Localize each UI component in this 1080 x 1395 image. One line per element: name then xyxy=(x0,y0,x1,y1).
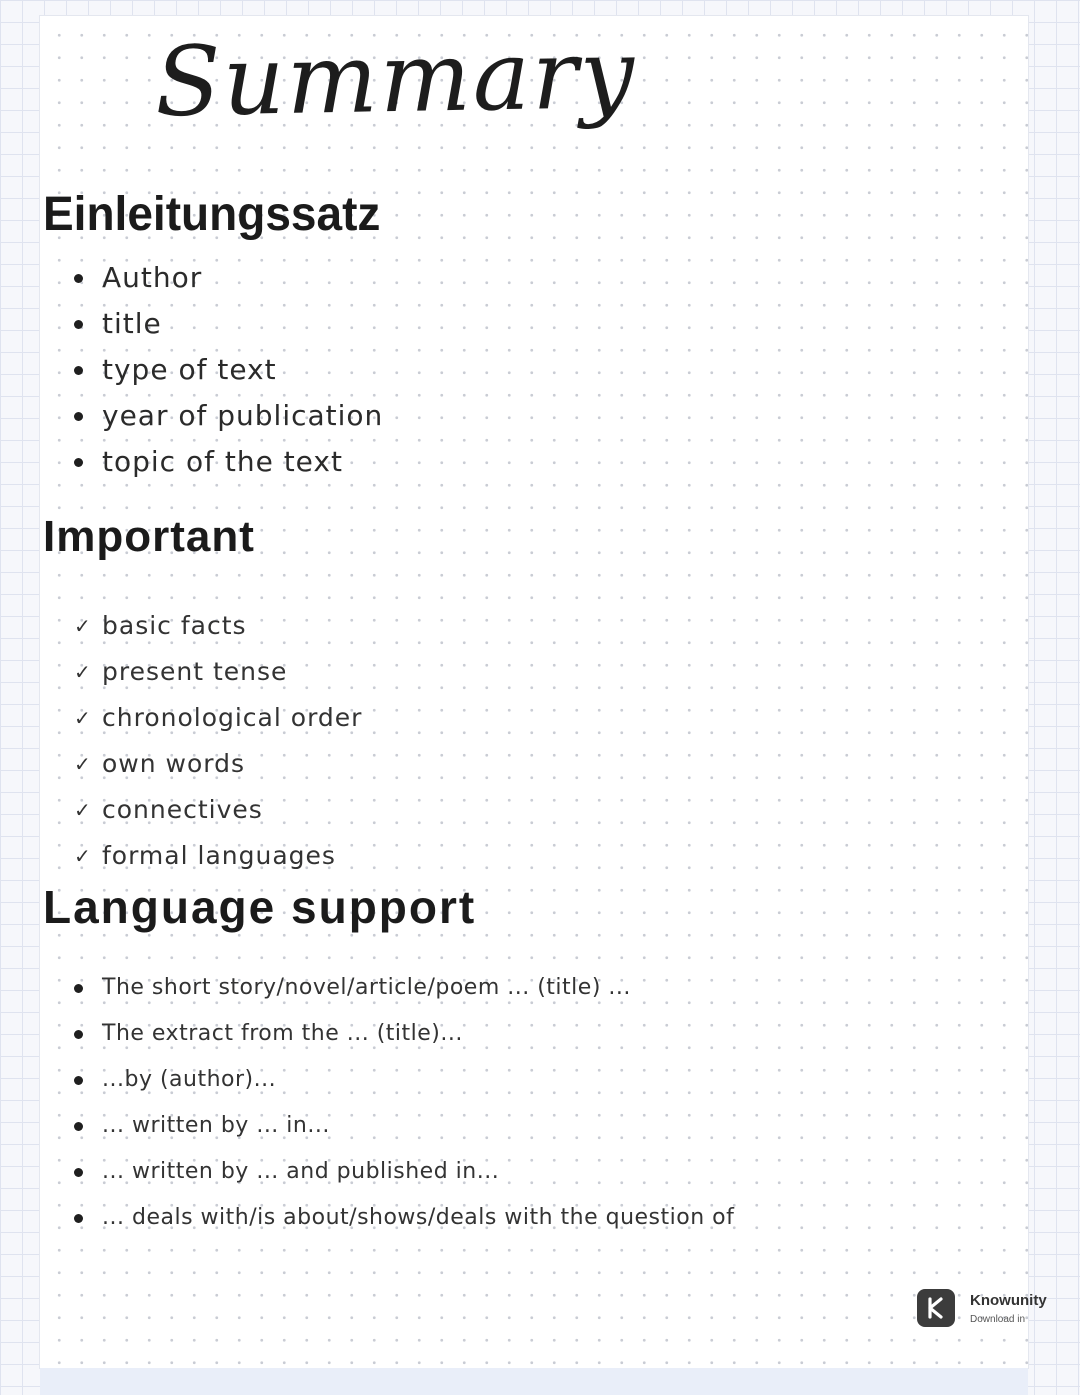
list-item: title xyxy=(72,301,383,347)
list-item-label: present tense xyxy=(102,657,288,686)
check-mark-icon: ✓ xyxy=(74,660,92,684)
list-item xyxy=(72,695,362,741)
language-support-list xyxy=(72,965,734,1241)
check-mark-icon: ✓ xyxy=(74,614,92,638)
list-item xyxy=(72,787,362,833)
page-bottom-strip xyxy=(40,1368,1028,1395)
list-item: year of publication xyxy=(72,393,383,439)
check-mark-icon: ✓ xyxy=(74,706,92,730)
knowunity-logo-icon[interactable] xyxy=(917,1289,955,1327)
list-item xyxy=(72,603,362,649)
list-item-label: own words xyxy=(102,749,246,778)
list-item: ... written by ... and published in... xyxy=(72,1149,734,1195)
list-item xyxy=(72,833,362,879)
list-item xyxy=(72,741,362,787)
k-logo-icon xyxy=(926,1297,946,1319)
list-item-label: connectives xyxy=(102,795,263,824)
list-item-label: formal languages xyxy=(102,841,336,870)
section-heading-einleitungssatz: Einleitungssatz xyxy=(43,185,381,241)
list-item: The short story/novel/article/poem ... (title) ... xyxy=(72,965,734,1011)
check-mark-icon: ✓ xyxy=(74,844,92,868)
page-title: Summary xyxy=(154,17,637,139)
list-item xyxy=(72,649,362,695)
section-heading-important: Important xyxy=(43,512,255,561)
list-item: topic of the text xyxy=(72,439,383,485)
list-item: type of text xyxy=(72,347,383,393)
brand-subtitle: Download in xyxy=(970,1314,1026,1325)
list-item: ... deals with/is about/shows/deals with the question of xyxy=(72,1195,734,1241)
important-list xyxy=(72,603,362,879)
list-item: Author xyxy=(72,255,383,301)
check-mark-icon: ✓ xyxy=(74,752,92,776)
check-mark-icon: ✓ xyxy=(74,798,92,822)
einleitungssatz-list xyxy=(72,255,383,485)
list-item: The extract from the ... (title)... xyxy=(72,1011,734,1057)
section-heading-language-support: Language support xyxy=(43,881,477,933)
list-item: ... written by ... in... xyxy=(72,1103,734,1149)
list-item-label: basic facts xyxy=(102,611,247,640)
list-item: ...by (author)... xyxy=(72,1057,734,1103)
list-item-label: chronological order xyxy=(102,703,363,732)
brand-name[interactable]: Knowunity xyxy=(970,1292,1047,1309)
